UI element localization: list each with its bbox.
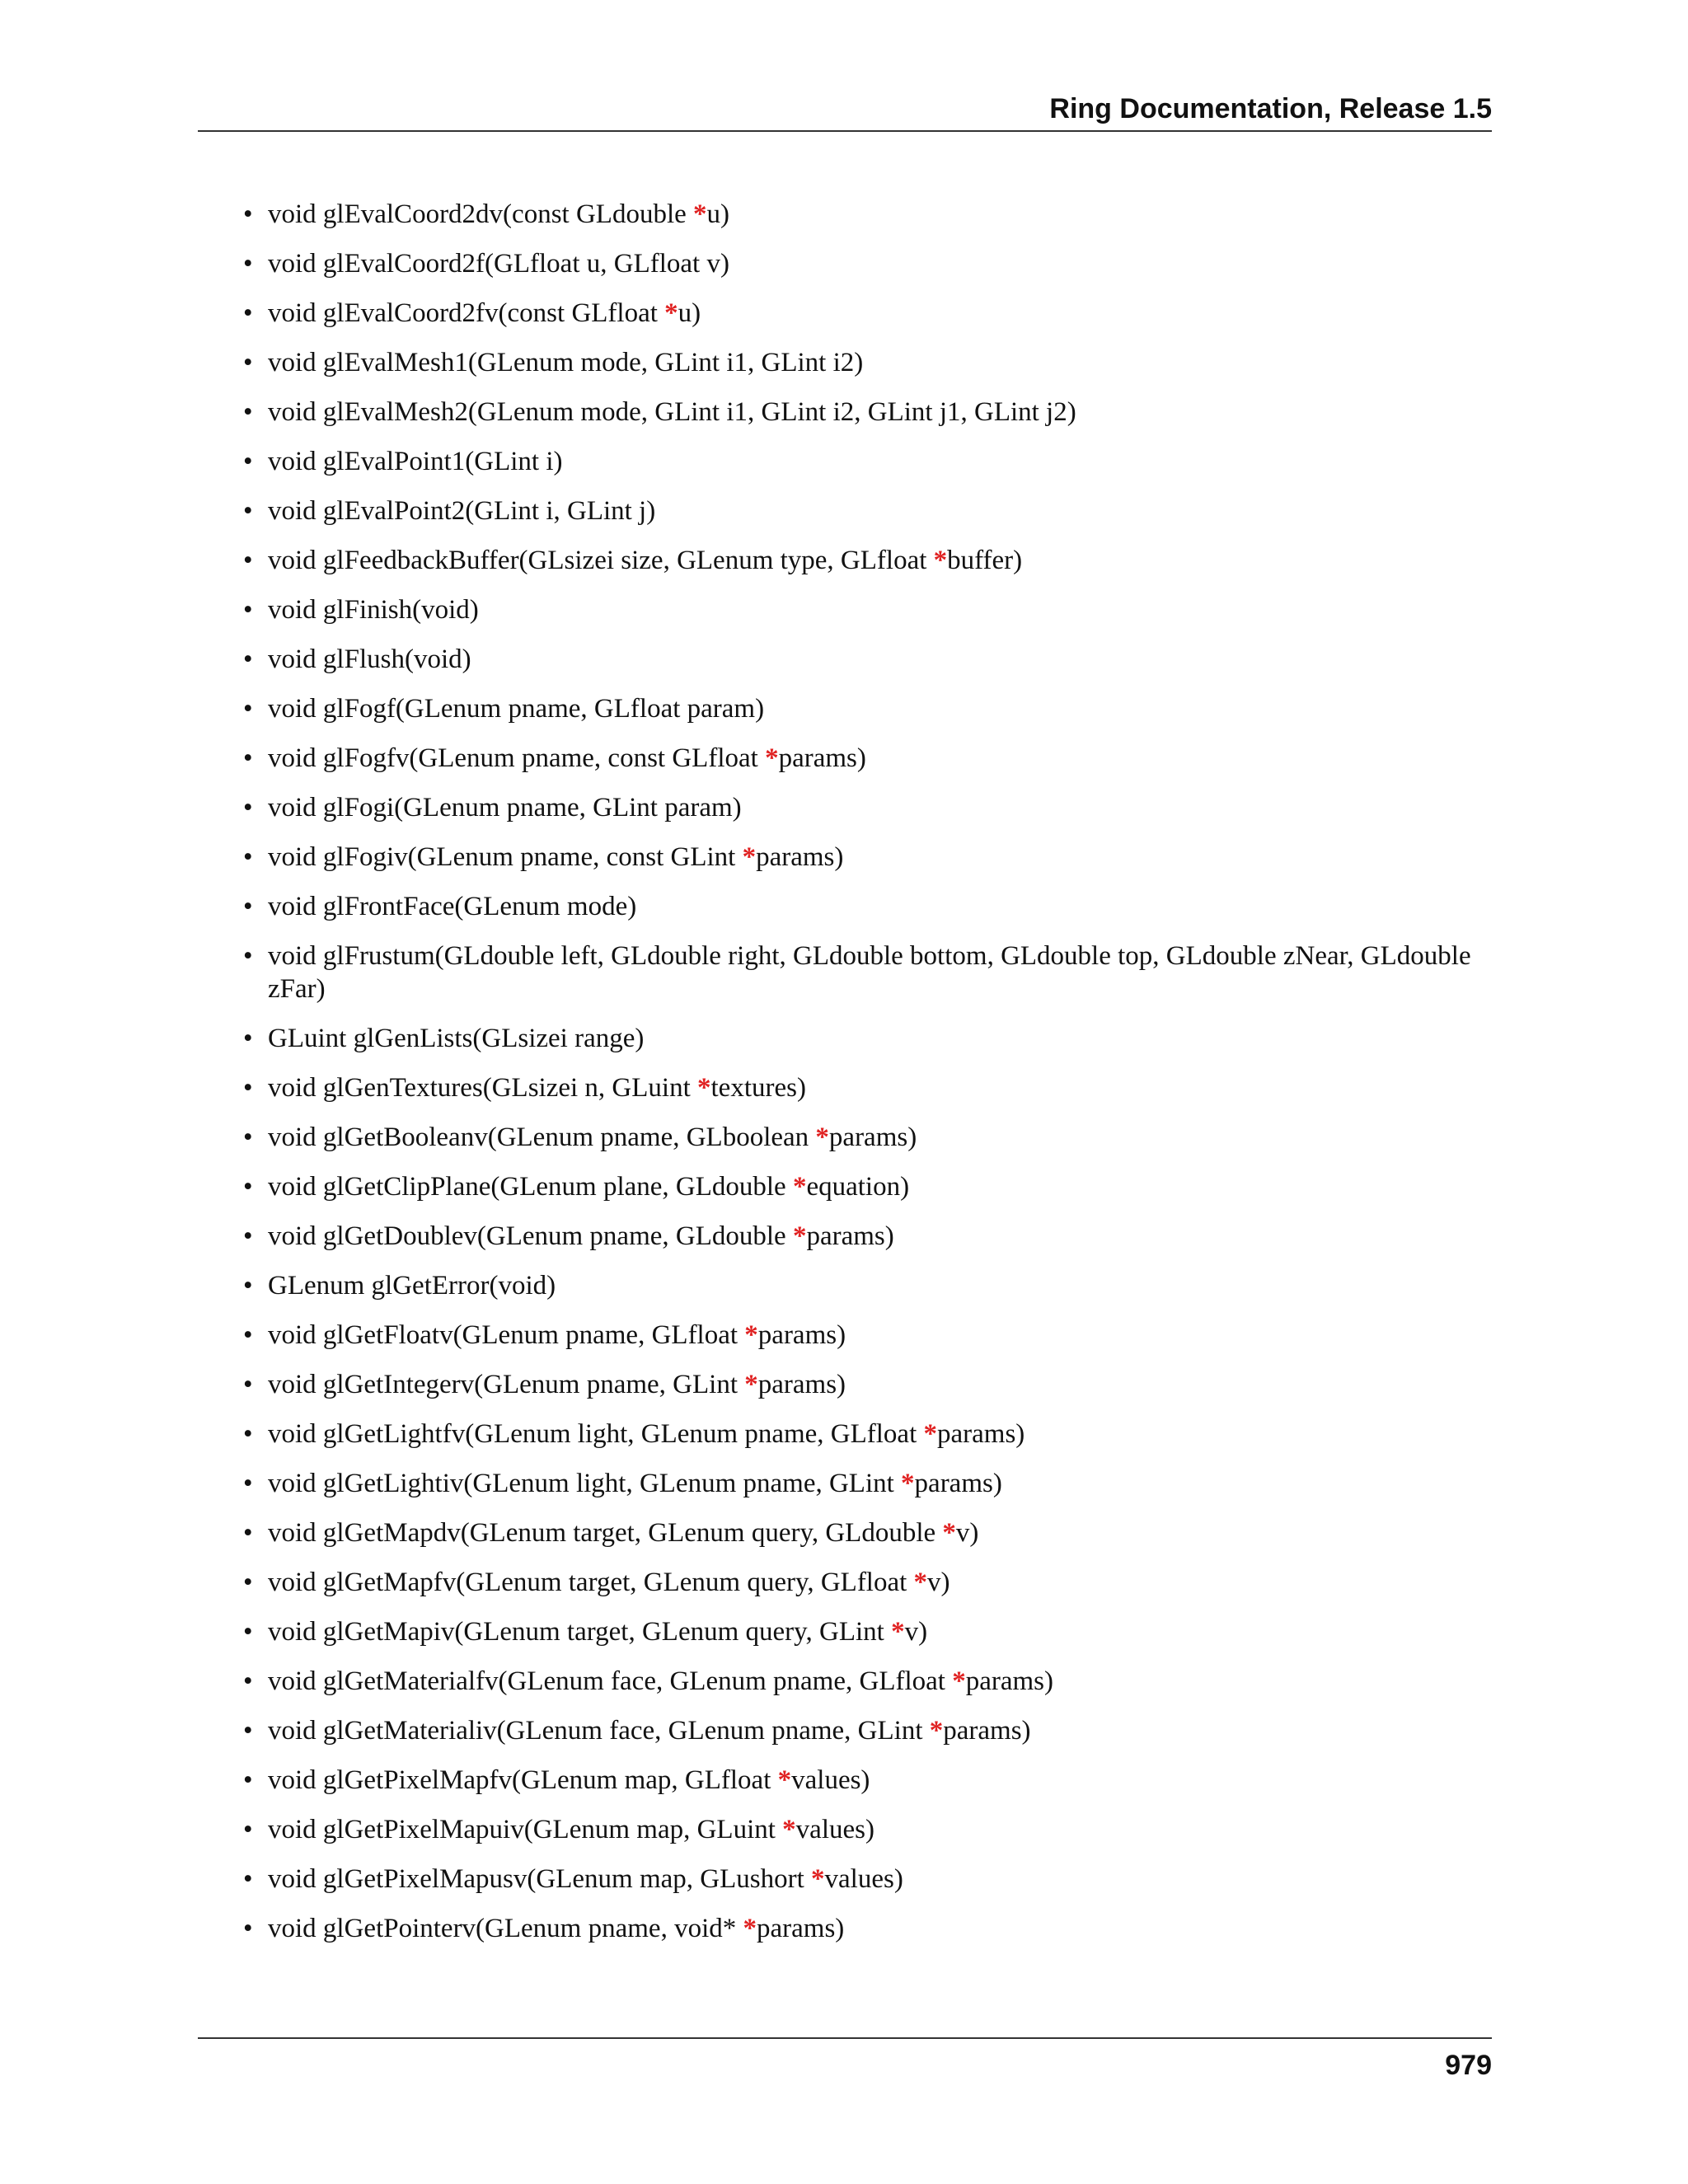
function-list: [198, 198, 1492, 1945]
list-item: • void glEvalMesh1(GLenum mode, GLint i1, GLint i2): [243, 348, 864, 377]
bullet-icon: •: [243, 1073, 253, 1103]
list-item: • void glGetClipPlane(GLenum plane, GLdouble *equation): [243, 1172, 910, 1202]
bullet-icon: •: [243, 1221, 253, 1251]
bullet-icon: •: [243, 595, 253, 625]
list-item: • void glEvalMesh2(GLenum mode, GLint i1, GLint i2, GLint j1, GLint j2): [243, 397, 1076, 427]
bullet-icon: •: [243, 447, 253, 476]
bullet-icon: •: [243, 1271, 253, 1301]
list-item: • void glGetLightfv(GLenum light, GLenum pname, GLfloat *params): [243, 1419, 1025, 1449]
list-item: • void glFeedbackBuffer(GLsizei size, GLenum type, GLfloat *buffer): [243, 546, 1023, 575]
bullet-icon: •: [243, 941, 253, 971]
list-item: • void glEvalCoord2dv(const GLdouble *u): [243, 199, 730, 229]
page-number: 979: [1445, 2050, 1492, 2081]
list-item: • void glEvalPoint2(GLint i, GLint j): [243, 496, 656, 526]
bullet-icon: •: [243, 1518, 253, 1548]
list-item: • void glGetIntegerv(GLenum pname, GLint *params): [243, 1370, 846, 1399]
bullet-icon: •: [243, 546, 253, 575]
bullet-icon: •: [243, 1122, 253, 1152]
bullet-icon: •: [243, 842, 253, 872]
list-item: • void glGetBooleanv(GLenum pname, GLboolean *params): [243, 1122, 917, 1152]
bullet-icon: •: [243, 793, 253, 823]
list-item: • void glEvalCoord2fv(const GLfloat *u): [243, 298, 701, 328]
list-item: • void glGetMapfv(GLenum target, GLenum query, GLfloat *v): [243, 1568, 950, 1597]
list-item: • void glFogi(GLenum pname, GLint param): [243, 793, 742, 823]
bullet-icon: •: [243, 743, 253, 773]
bullet-icon: •: [243, 1716, 253, 1746]
bullet-icon: •: [243, 1568, 253, 1597]
bullet-icon: •: [243, 298, 253, 328]
list-item: • void glGetLightiv(GLenum light, GLenum pname, GLint *params): [243, 1469, 1002, 1498]
list-item: • void glFinish(void): [243, 595, 479, 625]
page-footer: [198, 2037, 1492, 2081]
list-item: • void glGetFloatv(GLenum pname, GLfloat *params): [243, 1320, 846, 1350]
list-item: • void glFrustum(GLdouble left, GLdouble right, GLdouble bottom, GLdouble top, GLdouble zNear, GLdouble zFar): [243, 941, 1471, 1004]
bullet-icon: •: [243, 892, 253, 921]
list-item: • void glFogfv(GLenum pname, const GLfloat *params): [243, 743, 866, 773]
list-item: • void glGetMaterialiv(GLenum face, GLenum pname, GLint *params): [243, 1716, 1031, 1746]
list-item: • void glGenTextures(GLsizei n, GLuint *textures): [243, 1073, 806, 1103]
header-title: Ring Documentation, Release 1.5: [1049, 93, 1492, 124]
bullet-icon: •: [243, 1320, 253, 1350]
list-item: • GLenum glGetError(void): [243, 1271, 556, 1301]
list-item: • void glGetMapiv(GLenum target, GLenum query, GLint *v): [243, 1617, 928, 1647]
list-item: • void glFlush(void): [243, 644, 471, 674]
bullet-icon: •: [243, 644, 253, 674]
content: [198, 198, 1492, 1961]
bullet-icon: •: [243, 1765, 253, 1795]
bullet-icon: •: [243, 694, 253, 724]
bullet-icon: •: [243, 1370, 253, 1399]
page-header: [198, 92, 1492, 132]
bullet-icon: •: [243, 1864, 253, 1894]
list-item: • void glFogf(GLenum pname, GLfloat param): [243, 694, 765, 724]
bullet-icon: •: [243, 1419, 253, 1449]
list-item: • void glGetMaterialfv(GLenum face, GLenum pname, GLfloat *params): [243, 1666, 1054, 1696]
list-item: • void glFrontFace(GLenum mode): [243, 892, 637, 921]
bullet-icon: •: [243, 1914, 253, 1943]
list-item: • void glEvalCoord2f(GLfloat u, GLfloat v): [243, 249, 729, 279]
bullet-icon: •: [243, 1024, 253, 1053]
bullet-icon: •: [243, 1172, 253, 1202]
list-item: • GLuint glGenLists(GLsizei range): [243, 1024, 645, 1053]
bullet-icon: •: [243, 397, 253, 427]
list-item: • void glGetDoublev(GLenum pname, GLdouble *params): [243, 1221, 894, 1251]
bullet-icon: •: [243, 496, 253, 526]
list-item: • void glGetPixelMapfv(GLenum map, GLfloat *values): [243, 1765, 870, 1795]
list-item: • void glFogiv(GLenum pname, const GLint *params): [243, 842, 844, 872]
list-item: • void glEvalPoint1(GLint i): [243, 447, 563, 476]
bullet-icon: •: [243, 199, 253, 229]
bullet-icon: •: [243, 1666, 253, 1696]
list-item: • void glGetMapdv(GLenum target, GLenum query, GLdouble *v): [243, 1518, 979, 1548]
bullet-icon: •: [243, 249, 253, 279]
list-item: • void glGetPointerv(GLenum pname, void* *params): [243, 1914, 845, 1943]
list-item: • void glGetPixelMapusv(GLenum map, GLushort *values): [243, 1864, 903, 1894]
bullet-icon: •: [243, 1617, 253, 1647]
bullet-icon: •: [243, 1815, 253, 1844]
list-item: • void glGetPixelMapuiv(GLenum map, GLuint *values): [243, 1815, 874, 1844]
bullet-icon: •: [243, 348, 253, 377]
bullet-icon: •: [243, 1469, 253, 1498]
